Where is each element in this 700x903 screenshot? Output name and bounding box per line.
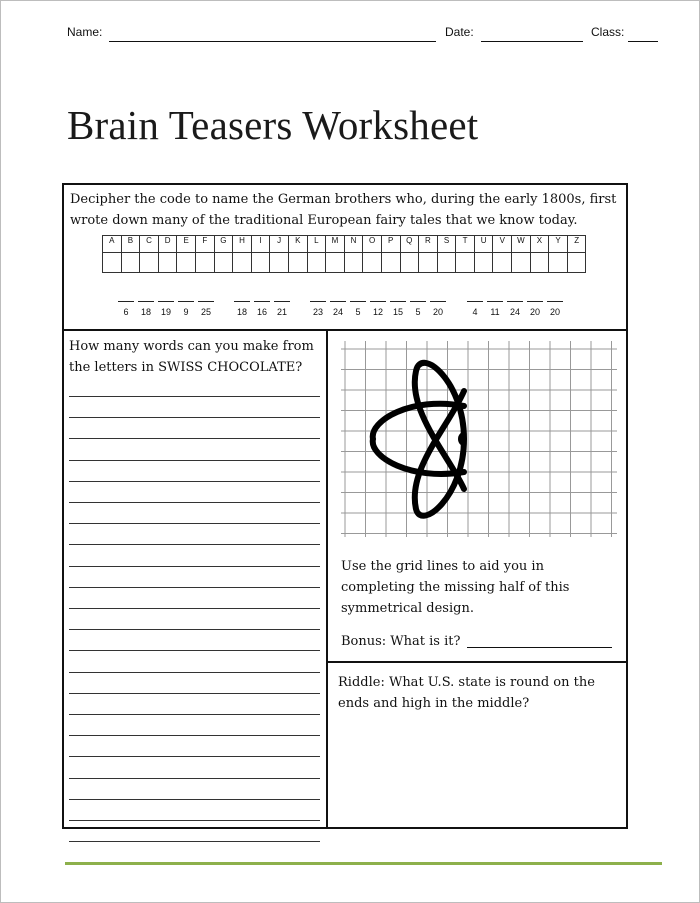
word-answer-line[interactable]: [69, 693, 320, 694]
word-answer-line[interactable]: [69, 820, 320, 821]
word-answer-line[interactable]: [69, 460, 320, 461]
bonus-answer-field[interactable]: [467, 647, 612, 648]
answer-cell[interactable]: [326, 253, 345, 273]
code-number: 16: [256, 307, 267, 317]
code-number: 20: [549, 307, 560, 317]
code-number: 25: [200, 307, 211, 317]
letter-blank[interactable]: [547, 301, 563, 302]
alphabet-cell: W: [512, 236, 531, 253]
letter-blank[interactable]: [234, 301, 250, 302]
code-table: [102, 235, 586, 273]
word-answer-line[interactable]: [69, 481, 320, 482]
answer-cell[interactable]: [251, 253, 270, 273]
code-number: 12: [372, 307, 383, 317]
alphabet-cell: U: [474, 236, 493, 253]
letter-blank[interactable]: [310, 301, 326, 302]
code-number: 18: [140, 307, 151, 317]
letter-blank[interactable]: [390, 301, 406, 302]
letter-blank[interactable]: [118, 301, 134, 302]
word-answer-line[interactable]: [69, 523, 320, 524]
letter-blank[interactable]: [158, 301, 174, 302]
word-answer-line[interactable]: [69, 650, 320, 651]
words-prompt-line-1: How many words can you make from: [69, 339, 314, 354]
code-number: 18: [236, 307, 247, 317]
alphabet-cell: X: [530, 236, 549, 253]
answer-cell[interactable]: [400, 253, 419, 273]
letter-blank[interactable]: [370, 301, 386, 302]
letter-blank[interactable]: [138, 301, 154, 302]
alphabet-cell: M: [326, 236, 345, 253]
class-label: Class:: [591, 25, 625, 39]
code-number: 23: [312, 307, 323, 317]
word-answer-line[interactable]: [69, 396, 320, 397]
word-answer-line[interactable]: [69, 714, 320, 715]
alphabet-cell: L: [307, 236, 326, 253]
letter-blank[interactable]: [410, 301, 426, 302]
answer-cell[interactable]: [530, 253, 549, 273]
word-answer-line[interactable]: [69, 438, 320, 439]
answer-cell[interactable]: [419, 253, 438, 273]
alphabet-cell: Q: [400, 236, 419, 253]
riddle-line-1: Riddle: What U.S. state is round on the: [338, 675, 595, 690]
alphabet-cell: Z: [567, 236, 586, 253]
name-label: Name:: [67, 25, 103, 39]
word-answer-line[interactable]: [69, 608, 320, 609]
alphabet-cell: G: [214, 236, 233, 253]
word-answer-line[interactable]: [69, 502, 320, 503]
answer-cell[interactable]: [381, 253, 400, 273]
alphabet-cell: B: [121, 236, 140, 253]
alphabet-cell: K: [288, 236, 307, 253]
answer-cell[interactable]: [567, 253, 586, 273]
answer-cell[interactable]: [474, 253, 493, 273]
bonus-label: Bonus: What is it?: [341, 634, 461, 649]
answer-cell[interactable]: [270, 253, 289, 273]
letter-blank[interactable]: [198, 301, 214, 302]
alphabet-cell: I: [251, 236, 270, 253]
letter-blank[interactable]: [430, 301, 446, 302]
answer-cell[interactable]: [549, 253, 568, 273]
code-number: 24: [332, 307, 343, 317]
answer-cell[interactable]: [121, 253, 140, 273]
alphabet-cell: P: [381, 236, 400, 253]
letter-blank[interactable]: [487, 301, 503, 302]
code-number: 4: [472, 307, 478, 317]
symmetry-instruction-line-1: Use the grid lines to aid you in: [341, 559, 544, 574]
letter-blank[interactable]: [467, 301, 483, 302]
alphabet-cell: S: [437, 236, 456, 253]
word-answer-line[interactable]: [69, 735, 320, 736]
footer-rule: [65, 862, 662, 865]
word-answer-line[interactable]: [69, 629, 320, 630]
alphabet-row: [103, 236, 586, 253]
word-answer-line[interactable]: [69, 841, 320, 842]
word-answer-line[interactable]: [69, 778, 320, 779]
alphabet-cell: N: [344, 236, 363, 253]
answer-cell[interactable]: [307, 253, 326, 273]
date-label: Date:: [445, 25, 474, 39]
answer-cell[interactable]: [456, 253, 475, 273]
letter-blank[interactable]: [507, 301, 523, 302]
alphabet-cell: T: [456, 236, 475, 253]
alphabet-cell: O: [363, 236, 382, 253]
answer-cell[interactable]: [288, 253, 307, 273]
alphabet-cell: Y: [549, 236, 568, 253]
code-number: 5: [415, 307, 421, 317]
word-answer-line[interactable]: [69, 566, 320, 567]
code-number: 19: [160, 307, 171, 317]
alphabet-cell: V: [493, 236, 512, 253]
alphabet-cell: F: [195, 236, 214, 253]
code-number: 6: [123, 307, 129, 317]
answer-cell[interactable]: [512, 253, 531, 273]
page-title: Brain Teasers Worksheet: [67, 102, 479, 148]
code-number: 9: [183, 307, 189, 317]
alphabet-cell: D: [158, 236, 177, 253]
code-number: 20: [432, 307, 443, 317]
answer-cell[interactable]: [158, 253, 177, 273]
alphabet-cell: H: [233, 236, 252, 253]
alphabet-cell: C: [140, 236, 159, 253]
answer-cell[interactable]: [140, 253, 159, 273]
words-prompt-line-2: the letters in SWISS CHOCOLATE?: [69, 360, 303, 375]
alphabet-cell: E: [177, 236, 196, 253]
code-prompt-line-2: wrote down many of the traditional European fairy tales that we know today.: [70, 213, 578, 228]
symmetry-instruction-line-3: symmetrical design.: [341, 601, 474, 616]
code-number: 15: [392, 307, 403, 317]
answer-row[interactable]: [103, 253, 586, 273]
alphabet-cell: J: [270, 236, 289, 253]
letter-blank[interactable]: [254, 301, 270, 302]
code-number: 11: [490, 307, 500, 317]
symmetry-grid: [341, 341, 617, 537]
symmetry-instruction-line-2: completing the missing half of this: [341, 580, 570, 595]
answer-cell[interactable]: [177, 253, 196, 273]
answer-cell[interactable]: [195, 253, 214, 273]
answer-cell[interactable]: [437, 253, 456, 273]
code-number: 5: [355, 307, 361, 317]
class-field[interactable]: [628, 41, 658, 42]
code-prompt-line-1: Decipher the code to name the German brothers who, during the early 1800s, first: [70, 192, 617, 207]
letter-blank[interactable]: [350, 301, 366, 302]
answer-cell[interactable]: [214, 253, 233, 273]
word-answer-line[interactable]: [69, 417, 320, 418]
code-number: 24: [509, 307, 520, 317]
name-field[interactable]: [109, 41, 436, 42]
letter-blank[interactable]: [178, 301, 194, 302]
half-dot-icon: [458, 432, 464, 446]
answer-cell[interactable]: [103, 253, 122, 273]
letter-blank[interactable]: [330, 301, 346, 302]
riddle-line-2: ends and high in the middle?: [338, 696, 530, 711]
answer-cell[interactable]: [233, 253, 252, 273]
word-answer-line[interactable]: [69, 799, 320, 800]
code-number: 21: [276, 307, 287, 317]
answer-cell[interactable]: [493, 253, 512, 273]
date-field[interactable]: [481, 41, 583, 42]
word-answer-line[interactable]: [69, 544, 320, 545]
letter-blank[interactable]: [527, 301, 543, 302]
words-puzzle-box: [62, 329, 328, 829]
word-answer-line[interactable]: [69, 672, 320, 673]
code-number: 20: [529, 307, 540, 317]
alphabet-cell: A: [103, 236, 122, 253]
letter-blank[interactable]: [274, 301, 290, 302]
word-answer-line[interactable]: [69, 587, 320, 588]
word-answer-line[interactable]: [69, 756, 320, 757]
answer-cell[interactable]: [363, 253, 382, 273]
answer-cell[interactable]: [344, 253, 363, 273]
alphabet-cell: R: [419, 236, 438, 253]
